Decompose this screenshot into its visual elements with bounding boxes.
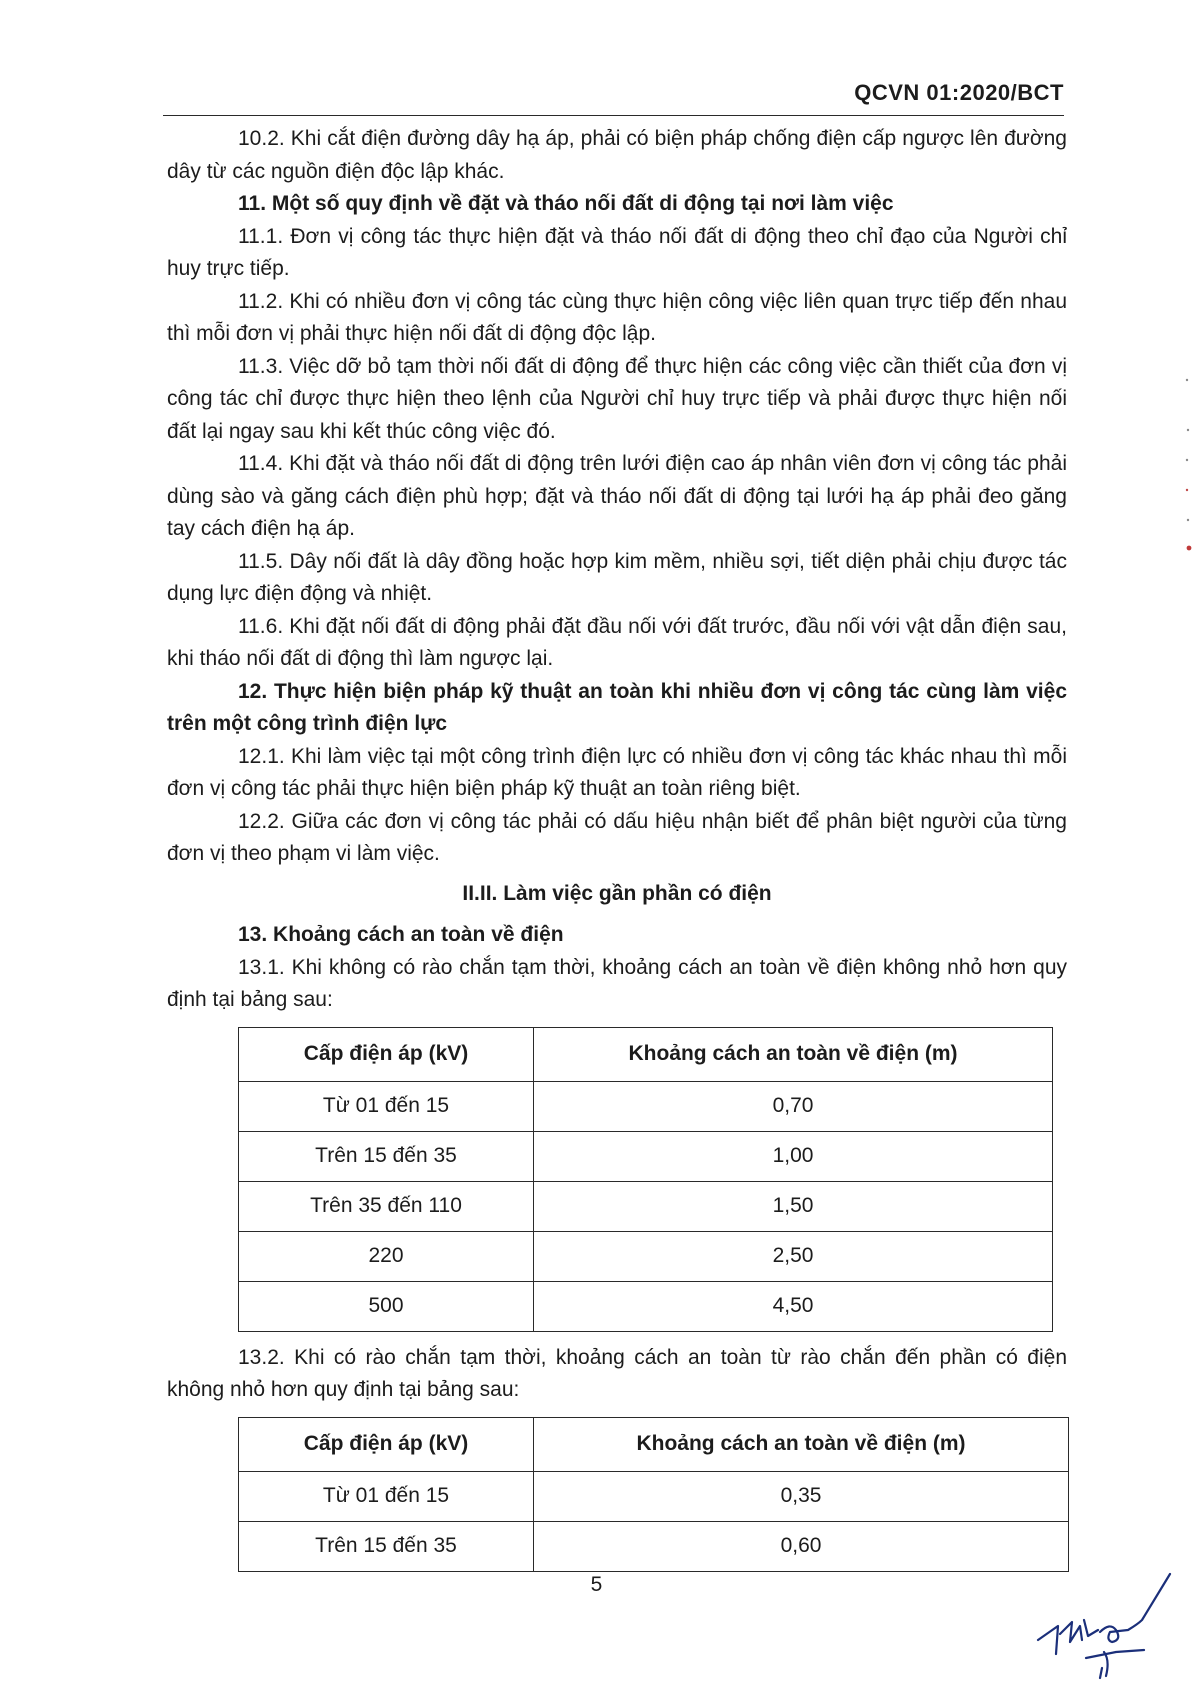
table-header-row — [239, 1417, 1069, 1471]
voltage-cell: Trên 15 đến 35 — [239, 1521, 534, 1571]
voltage-cell: 220 — [239, 1231, 534, 1281]
distance-cell: 0,60 — [534, 1521, 1069, 1571]
paragraph-11-1: 11.1. Đơn vị công tác thực hiện đặt và tháo nối đất di động theo chỉ đạo của Người chỉ huy trực tiếp. — [167, 224, 1067, 280]
paragraph-11-3: 11.3. Việc dỡ bỏ tạm thời nối đất di động để thực hiện các công việc cần thiết của đơn vị công tác chỉ được thực hiện theo lệnh của Người chỉ huy trực tiếp và phải được thực hiện nối đất lại ngay sau khi kết thúc công việc đó. — [167, 354, 1067, 443]
voltage-cell: Từ 01 đến 15 — [239, 1081, 534, 1131]
column-header-distance: Khoảng cách an toàn về điện (m) — [534, 1417, 1069, 1471]
header-divider — [163, 115, 1064, 116]
table-row — [239, 1181, 1053, 1231]
heading-12: 12. Thực hiện biện pháp kỹ thuật an toàn khi nhiều đơn vị công tác cùng làm việc trên một công trình điện lực — [167, 679, 1067, 735]
distance-cell: 0,35 — [534, 1471, 1069, 1521]
paragraph-11-2: 11.2. Khi có nhiều đơn vị công tác cùng thực hiện công việc liên quan trực tiếp đến nhau thì mỗi đơn vị phải thực hiện nối đất di động độc lập. — [167, 289, 1067, 345]
safety-distance-table-1 — [238, 1027, 1053, 1332]
page-number: 5 — [590, 1573, 603, 1596]
distance-cell: 0,70 — [534, 1081, 1053, 1131]
paragraph-13-1: 13.1. Khi không có rào chắn tạm thời, khoảng cách an toàn về điện không nhỏ hơn quy định tại bảng sau: — [167, 955, 1067, 1011]
table-row — [239, 1231, 1053, 1281]
table-row — [239, 1131, 1053, 1181]
handwritten-signature — [1020, 1560, 1180, 1680]
distance-cell: 4,50 — [534, 1281, 1053, 1331]
voltage-cell: 500 — [239, 1281, 534, 1331]
paragraph-12-1: 12.1. Khi làm việc tại một công trình điện lực có nhiều đơn vị công tác khác nhau thì mỗi đơn vị công tác phải thực hiện biện pháp kỹ thuật an toàn riêng biệt. — [167, 744, 1067, 800]
voltage-cell: Trên 35 đến 110 — [239, 1181, 534, 1231]
table-row — [239, 1281, 1053, 1331]
standard-code: QCVN 01:2020/BCT — [854, 80, 1064, 105]
distance-cell: 1,50 — [534, 1181, 1053, 1231]
distance-cell: 1,00 — [534, 1131, 1053, 1181]
table-row — [239, 1521, 1069, 1571]
distance-cell: 2,50 — [534, 1231, 1053, 1281]
paragraph-13-2: 13.2. Khi có rào chắn tạm thời, khoảng cách an toàn từ rào chắn đến phần có điện không nhỏ hơn quy định tại bảng sau: — [167, 1345, 1067, 1401]
scan-edge-marks — [1183, 370, 1193, 600]
voltage-cell: Từ 01 đến 15 — [239, 1471, 534, 1521]
paragraph-12-2: 12.2. Giữa các đơn vị công tác phải có dấu hiệu nhận biết để phân biệt người của từng đơn vị theo phạm vi làm việc. — [167, 809, 1067, 865]
column-header-voltage: Cấp điện áp (kV) — [239, 1027, 534, 1081]
voltage-cell: Trên 15 đến 35 — [239, 1131, 534, 1181]
heading-11: 11. Một số quy định về đặt và tháo nối đất di động tại nơi làm việc — [238, 192, 894, 215]
table-header-row — [239, 1027, 1053, 1081]
document-body — [167, 123, 1067, 1582]
paragraph-10-2: 10.2. Khi cắt điện đường dây hạ áp, phải có biện pháp chống điện cấp ngược lên đường dây từ các nguồn điện độc lập khác. — [167, 127, 1067, 183]
section-heading-II: II.II. Làm việc gần phần có điện — [462, 881, 772, 905]
heading-13: 13. Khoảng cách an toàn về điện — [238, 923, 564, 946]
table-row — [239, 1081, 1053, 1131]
safety-distance-table-2 — [238, 1417, 1069, 1572]
paragraph-11-4: 11.4. Khi đặt và tháo nối đất di động trên lưới điện cao áp nhân viên đơn vị công tác phải dùng sào và găng cách điện phù hợp; đặt và tháo nối đất di động tại lưới hạ áp phải đeo găng tay cách điện hạ áp. — [167, 452, 1067, 540]
column-header-voltage: Cấp điện áp (kV) — [239, 1417, 534, 1471]
paragraph-11-6: 11.6. Khi đặt nối đất di động phải đặt đầu nối với đất trước, đầu nối với vật dẫn điện sau, khi tháo nối đất di động thì làm ngược lại. — [167, 614, 1067, 670]
table-row — [239, 1471, 1069, 1521]
column-header-distance: Khoảng cách an toàn về điện (m) — [534, 1027, 1053, 1081]
paragraph-11-5: 11.5. Dây nối đất là dây đồng hoặc hợp kim mềm, nhiều sợi, tiết diện phải chịu được tác dụng lực điện động và nhiệt. — [167, 549, 1067, 605]
